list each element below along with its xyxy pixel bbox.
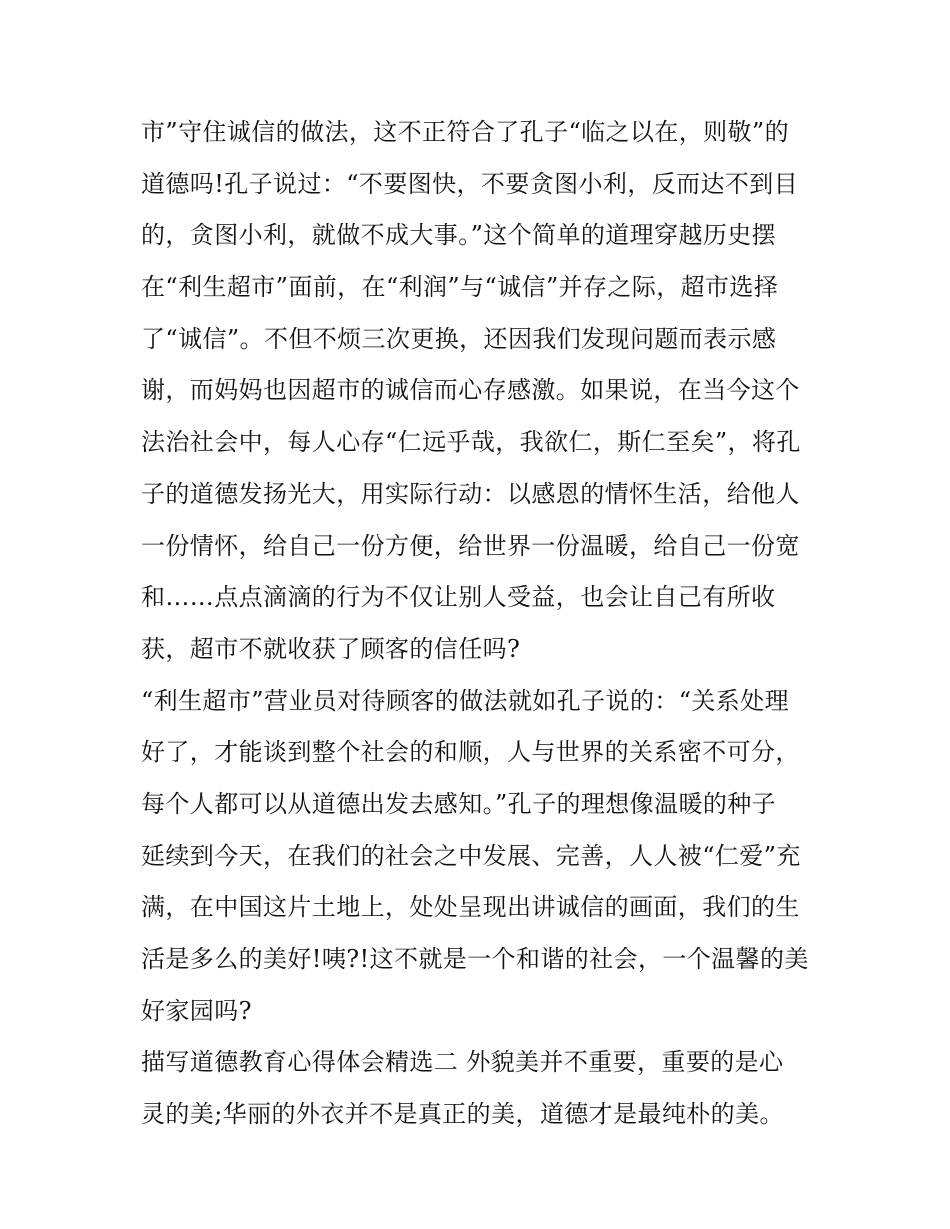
text-line: 法治社会中，每人心存“仁远乎哉，我欲仁，斯仁至矣”，将孔 xyxy=(141,428,801,457)
text-line: 灵的美;华丽的外衣并不是真正的美，道德才是最纯朴的美。 xyxy=(141,1100,784,1129)
text-line: 在“利生超市”面前，在“利润”与“诚信”并存之际，超市选择 xyxy=(141,273,779,302)
text-line: 和……点点滴滴的行为不仅让别人受益，也会让自己有所收 xyxy=(141,583,776,612)
text-line: 子的道德发扬光大，用实际行动：以感恩的情怀生活，给他人 xyxy=(141,479,800,508)
text-line: 满，在中国这片土地上，处处呈现出讲诚信的画面，我们的生 xyxy=(141,893,800,922)
text-line: 的，贪图小利，就做不成大事。”这个简单的道理穿越历史摆 xyxy=(141,221,777,250)
text-line: 谢，而妈妈也因超市的诚信而心存感激。如果说，在当今这个 xyxy=(141,376,800,405)
text-line: 好了，才能谈到整个社会的和顺，人与世界的关系密不可分， xyxy=(141,738,800,767)
body-text xyxy=(141,107,816,1141)
text-line: 一份情怀，给自己一份方便，给世界一份温暖，给自己一份宽 xyxy=(141,531,800,560)
text-line: 活是多么的美好!咦?!这不就是一个和谐的社会，一个温馨的美 xyxy=(141,945,809,973)
text-line: 延续到今天，在我们的社会之中发展、完善，人人被“仁爱”充 xyxy=(141,841,801,870)
text-line: 好家园吗? xyxy=(141,996,252,1025)
text-line: 了“诚信”。不但不烦三次更换，还因我们发现问题而表示感 xyxy=(141,324,777,353)
text-line: 每个人都可以从道德出发去感知。”孔子的理想像温暖的种子 xyxy=(141,789,777,818)
text-line: 获，超市不就收获了顾客的信任吗? xyxy=(141,634,521,663)
text-line: 市”守住诚信的做法，这不正符合了孔子“临之以在，则敬”的 xyxy=(141,118,790,146)
text-line: 描写道德教育心得体会精选二 外貌美并不重要，重要的是心 xyxy=(141,1048,784,1077)
text-line: “利生超市”营业员对待顾客的做法就如孔子说的：“关系处理 xyxy=(141,686,790,715)
text-line: 道德吗!孔子说过：“不要图快，不要贪图小利，反而达不到目 xyxy=(141,169,799,198)
